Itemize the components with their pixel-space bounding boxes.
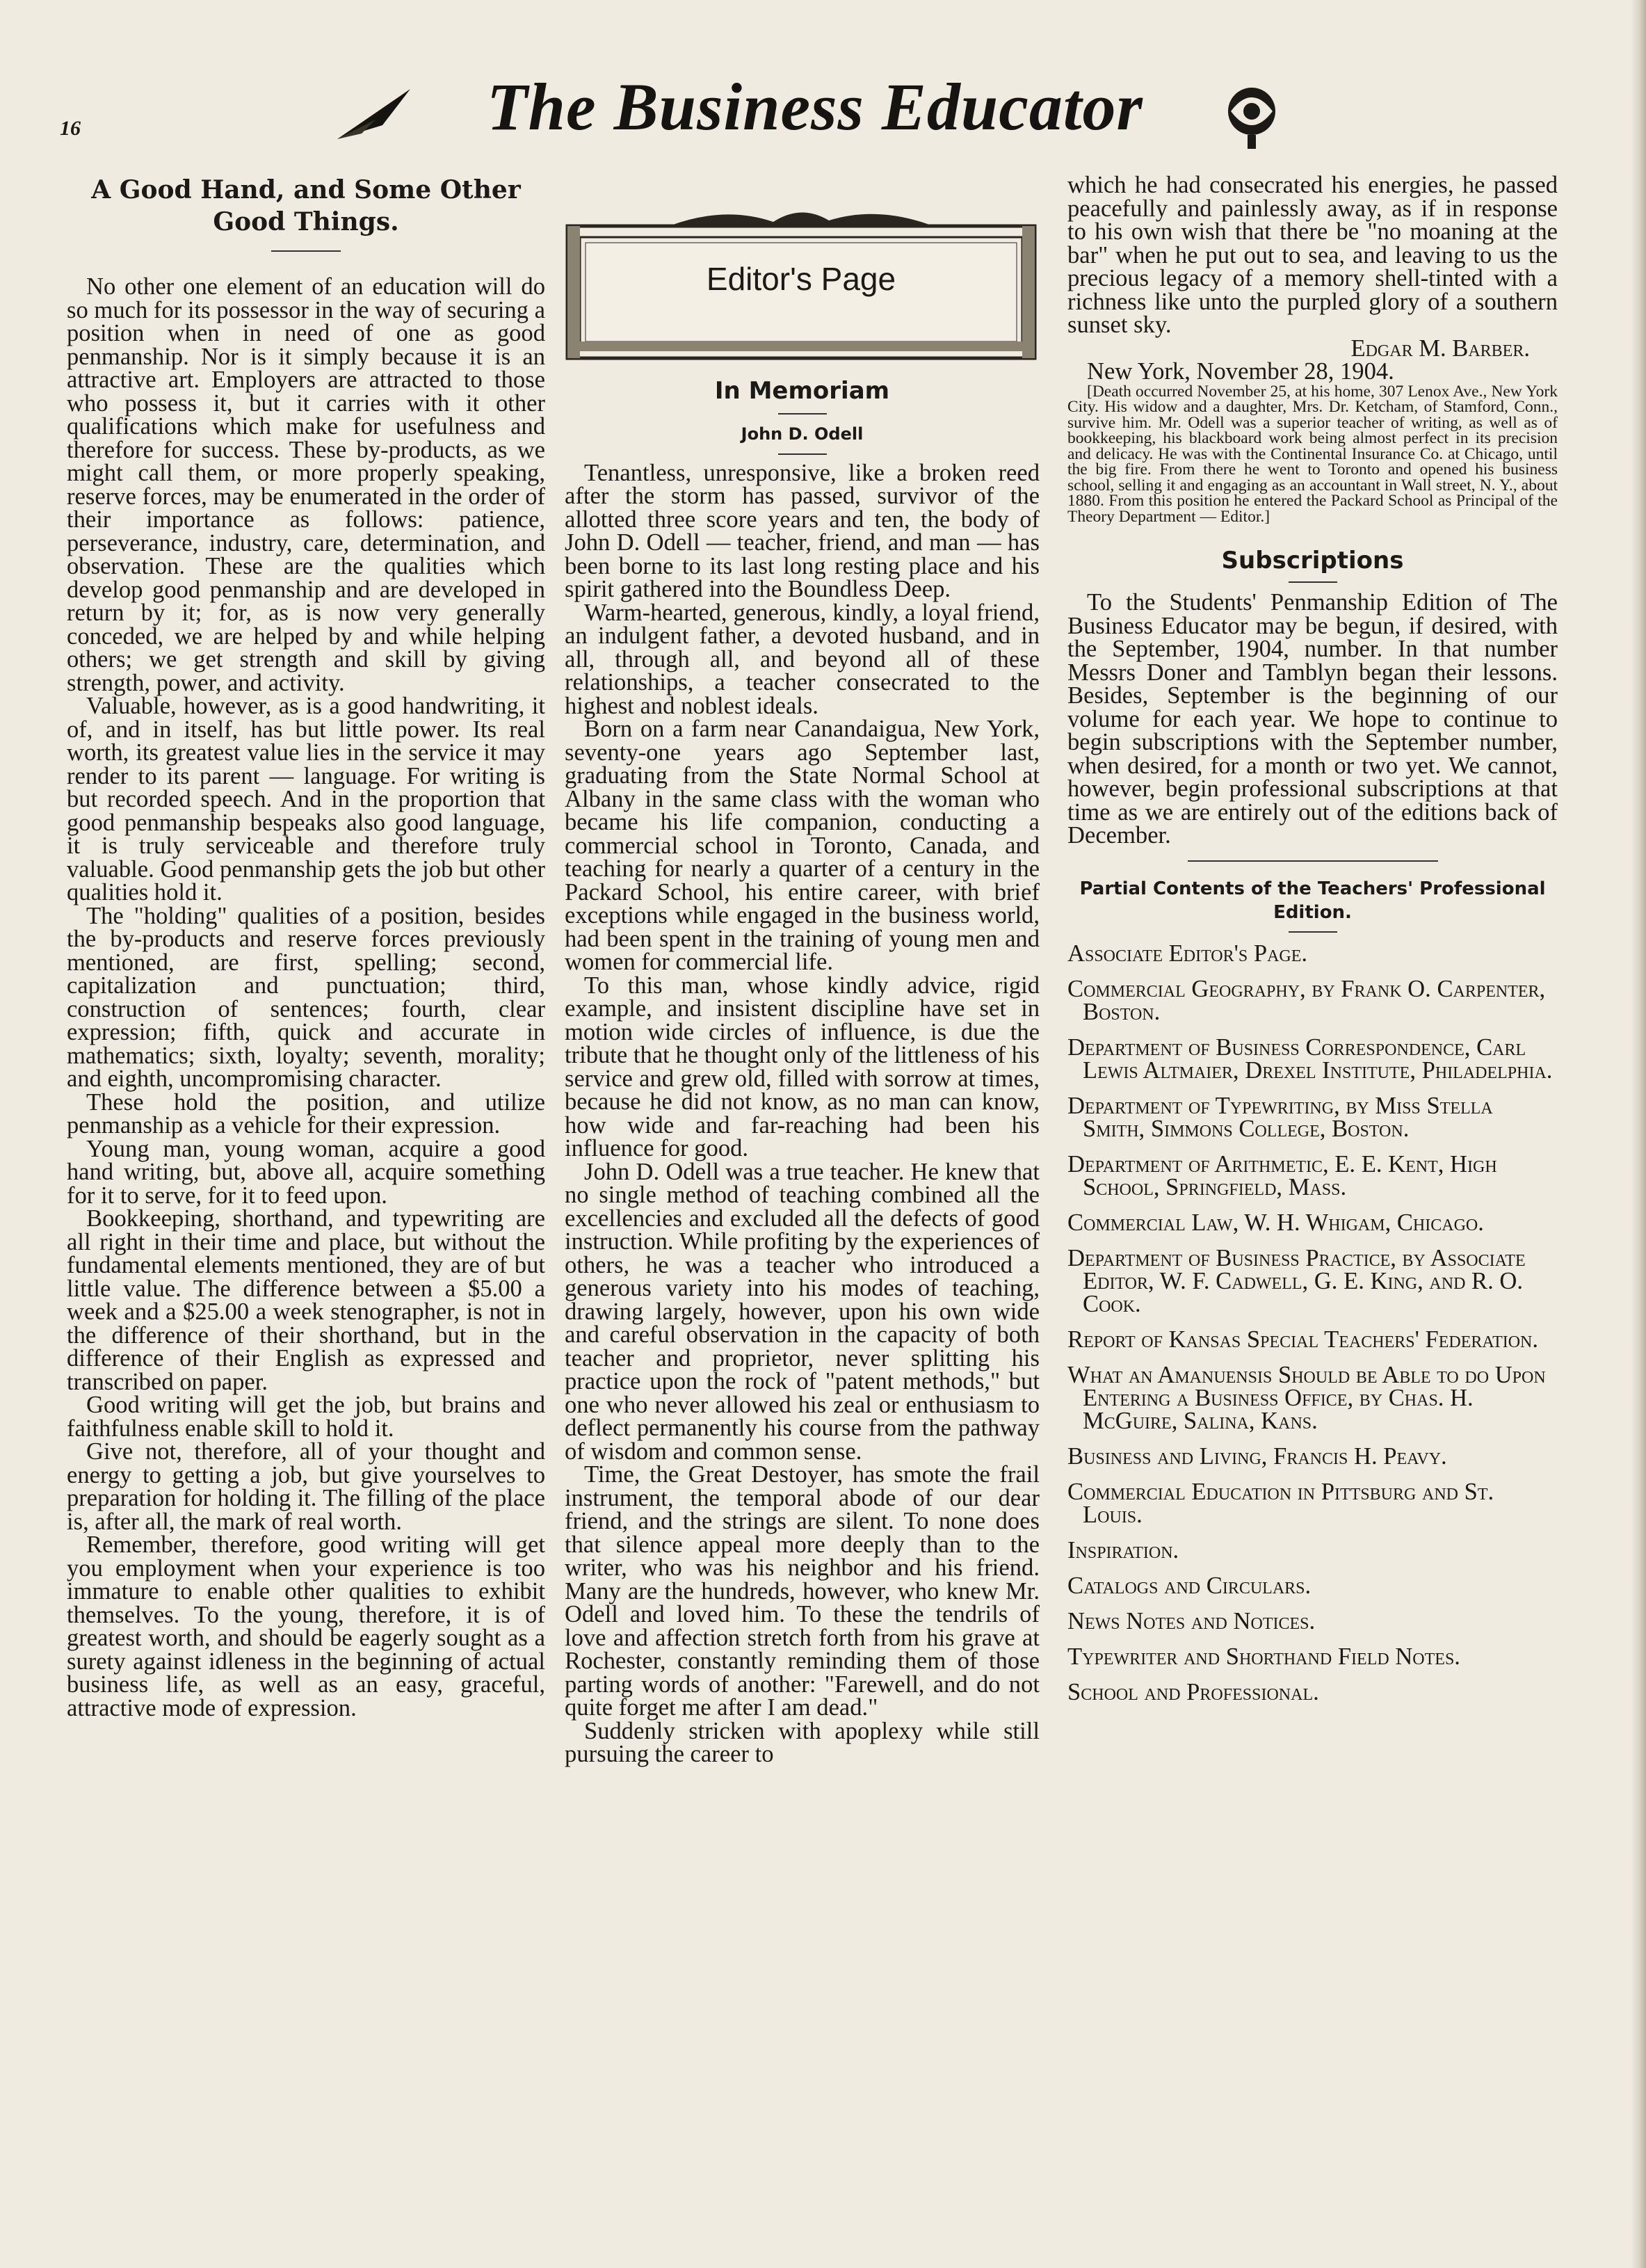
list-item: Inspiration. — [1067, 1536, 1179, 1563]
column-continuation — [1067, 174, 1558, 1716]
editors-page-label: Editor's Page — [706, 261, 896, 297]
paragraph: To this man, whose kindly advice, rigid example, and insistent discipline have set in motion wide circles of influence, is due the tribute that he thought only of the littleness of his service and grew old, filled with sorrow at times, because he did not know, as no man can know, how wide and far-reaching had been his influence for good. — [565, 972, 1040, 1161]
paragraph: Remember, therefore, good writing will get you employment when your experience is too immature to enable other qualities to exhibit themselves. To the young, therefore, it is of greatest worth, and should be eagerly sought as a surety against idleness in the beginning of actual business life, as well as an easy, graceful, attractive mode of expression. — [67, 1531, 545, 1721]
list-item: What an Amanuensis Should be Able to do Upon Entering a Business Office, by Chas. H. McGuire, Salina, Kans. — [1067, 1361, 1546, 1434]
emblem-icon — [1217, 77, 1286, 153]
column-editors-page — [565, 174, 1040, 1767]
paragraph: No other one element of an education will do so much for its possessor in the way of securing a position when in need of one as good penmanship. Nor is it simply because it is an attractive art. Employers are attracted to those who possess it, but it carries with it other qualifications which make for usefulness and therefore for success. These by-products, as we might call them, or more properly speaking, reserve forces, may be enumerated in the order of their importance as follows: patience, perseverance, industry, care, determination, and observation. These are the qualities which develop good penmanship and are developed in return by it; for, as is now very generally conceded, we are helped by and while helping others; we get strength and skill by giving strength, power, and activity. — [67, 273, 545, 696]
list-item: Department of Arithmetic, E. E. Kent, High School, Springfield, Mass. — [1067, 1150, 1497, 1200]
paragraph: which he had consecrated his energies, he passed peacefully and painlessly away, as if in response to his own wish that there be "no moaning at the bar" when he put out to sea, and leaving to us the precious legacy of a memory shell-tinted with a richness like unto the purpled glory of a southern sunset sky. — [1067, 172, 1558, 338]
list-item: Commercial Education in Pittsburg and St. Louis. — [1067, 1478, 1494, 1528]
page-edge-shadow — [1631, 0, 1646, 2268]
masthead-title: The Business Educator — [487, 70, 1143, 144]
paragraph: Good writing will get the job, but brains and faithfulness enable skill to hold it. — [67, 1392, 545, 1442]
subscriptions-heading: Subscriptions — [1221, 547, 1404, 574]
list-item: Department of Business Practice, by Associate Editor, W. F. Cadwell, G. E. King, and R. O. Cook. — [1067, 1244, 1526, 1317]
page-number: 16 — [60, 117, 81, 140]
list-item: Report of Kansas Special Teachers' Federation. — [1067, 1326, 1539, 1353]
paragraph: Born on a farm near Canandaigua, New York, seventy-one years ago September last, graduating from the State Normal School at Albany in the same class with the woman who became his life companion, conducting a commercial school in Toronto, Canada, and teaching for nearly a quarter of a century in the Packard School, his entire career, with brief exceptions while engaged in the business world, had been spent in the training of young men and women for commercial life. — [565, 716, 1040, 975]
quill-pen-icon — [334, 83, 417, 146]
editor-note: [Death occurred November 25, at his home, 307 Lenox Ave., New York City. His widow and a daughter, Mrs. Dr. Ketcham, of Stamford, Conn., survive him. Mr. Odell was a superior teacher of writing, as well as of bookkeeping, his blackboard work being almost perfect in its precision and delicacy. He was with the Continental Insurance Co. at Chicago, until the big fire. From there he went to Toronto and opened his business school, selling it and engaging as an accountant in Wall street, N. Y., about 1880. From this position he entered the Packard School as Principal of the Theory Department — Editor.] — [1067, 382, 1558, 526]
paragraph: Suddenly stricken with apoplexy while still pursuing the career to — [565, 1717, 1040, 1767]
paragraph: John D. Odell was a true teacher. He knew that no single method of teaching combined all the excellencies and excluded all the defects of good instruction. While profiting by the experiences of others, he was a teacher who introduced a generous variety into his modes of teaching, drawing largely, however, upon his own wide and careful observation in the capacity of both teacher and proprietor, never splitting his practice upon the rock of "patent methods," but one who never allowed his zeal or enthusiasm to deflect permanently his course from the pathway of wisdom and common sense. — [565, 1158, 1040, 1465]
list-item: Department of Business Correspondence, Carl Lewis Altmaier, Drexel Institute, Philadelphia. — [1067, 1034, 1553, 1084]
editors-page-box — [565, 174, 1040, 362]
paragraph: Warm-hearted, generous, kindly, a loyal friend, an indulgent father, a devoted husband, and in all, through all, and beyond all of these relationships, a teacher consecrated to the highest and noblest ideals. — [565, 599, 1040, 719]
contents-heading: Partial Contents of the Teachers' Professional Edition. — [1079, 878, 1546, 923]
rule — [778, 453, 827, 455]
list-item: Business and Living, Francis H. Peavy. — [1067, 1442, 1447, 1470]
column-good-hand — [67, 174, 545, 1720]
dateline: New York, November 28, 1904. — [1087, 358, 1394, 385]
masthead — [327, 56, 1314, 160]
paragraph: Tenantless, unresponsive, like a broken reed after the storm has passed, survivor of the allotted three score years and ten, the body of John D. Odell — teacher, friend, and man — has been borne to its last long resting place and his spirit gathered into the Boundless Deep. — [565, 459, 1040, 602]
rule — [1188, 860, 1438, 862]
contents-list — [1067, 942, 1558, 1704]
signature: Edgar M. Barber. — [1350, 335, 1530, 362]
list-item: Commercial Geography, by Frank O. Carpenter, Boston. — [1067, 975, 1546, 1025]
paragraph: Bookkeeping, shorthand, and typewriting are all right in their time and place, but without the fundamental elements mentioned, they are of but little value. The difference between a $5.00 a week and a $25.00 a week stenographer, is not in the difference of their shorthand, but in the difference of their English as expressed and transcribed on paper. — [67, 1205, 545, 1395]
list-item: Catalogs and Circulars. — [1067, 1572, 1312, 1599]
paragraph: Young man, young woman, acquire a good hand writing, but, above all, acquire something for it to serve, for it to feed upon. — [67, 1135, 545, 1209]
list-item: Commercial Law, W. H. Whigam, Chicago. — [1067, 1209, 1484, 1236]
list-item: Department of Typewriting, by Miss Stella Smith, Simmons College, Boston. — [1067, 1092, 1493, 1142]
paragraph: To the Students' Penmanship Edition of The Business Educator may be begun, if desired, with the September, 1904, number. In that number Messrs Doner and Tamblyn began their lessons. Besides, September is the beginning of our volume for each year. We hope to continue to begin subscriptions with the September number, when desired, for a month or two yet. We cannot, however, begin professional subscriptions at that time as we are entirely out of the editions back of December. — [1067, 589, 1558, 849]
section-subtitle: John D. Odell — [741, 424, 864, 444]
rule — [1289, 581, 1337, 583]
paragraph: These hold the position, and utilize penmanship as a vehicle for their expression. — [67, 1088, 545, 1139]
rule — [778, 413, 827, 415]
paragraph: The "holding" qualities of a position, besides the by-products and reserve forces previously mentioned, are first, spelling; second, capitalization and punctuation; third, construction of sentences; fourth, clear expression; fifth, quick and accurate in mathematics; sixth, loyalty; seventh, morality; and eighth, uncompromising character. — [67, 902, 545, 1092]
paragraph: Time, the Great Destoyer, has smote the frail instrument, the temporal abode of our dear friend, and the strings are silent. To none does that silence appeal more deeply than to the writer, who was his neighbor and his friend. Many are the hundreds, however, who knew Mr. Odell and loved him. To these the tendrils of love and affection stretch forth from his grave at Rochester, constantly reminding them of those parting words of another: "Farewell, and do not quite forget me after I am dead." — [565, 1461, 1040, 1721]
rule — [1289, 931, 1337, 933]
article-heading: A Good Hand, and Some Other Good Things. — [91, 175, 521, 236]
section-title: In Memoriam — [714, 377, 890, 405]
list-item: Associate Editor's Page. — [1067, 940, 1308, 967]
paragraph: Valuable, however, as is a good handwriting, it of, and in itself, has but little power. Its real worth, its greatest value lies in the service it may render to its parent — language. For writing is but recorded speech. And in the proportion that good penmanship bespeaks also good language, it is truly serviceable and therefore truly valuable. Good penmanship gets the job but other qualities hold it. — [67, 693, 545, 906]
paragraph: Give not, therefore, all of your thought and energy to getting a job, but give yourselves to preparation for holding it. The filling of the place is, after all, the mark of real worth. — [67, 1438, 545, 1535]
list-item: Typewriter and Shorthand Field Notes. — [1067, 1643, 1460, 1670]
list-item: News Notes and Notices. — [1067, 1607, 1316, 1634]
list-item: School and Professional. — [1067, 1678, 1319, 1705]
